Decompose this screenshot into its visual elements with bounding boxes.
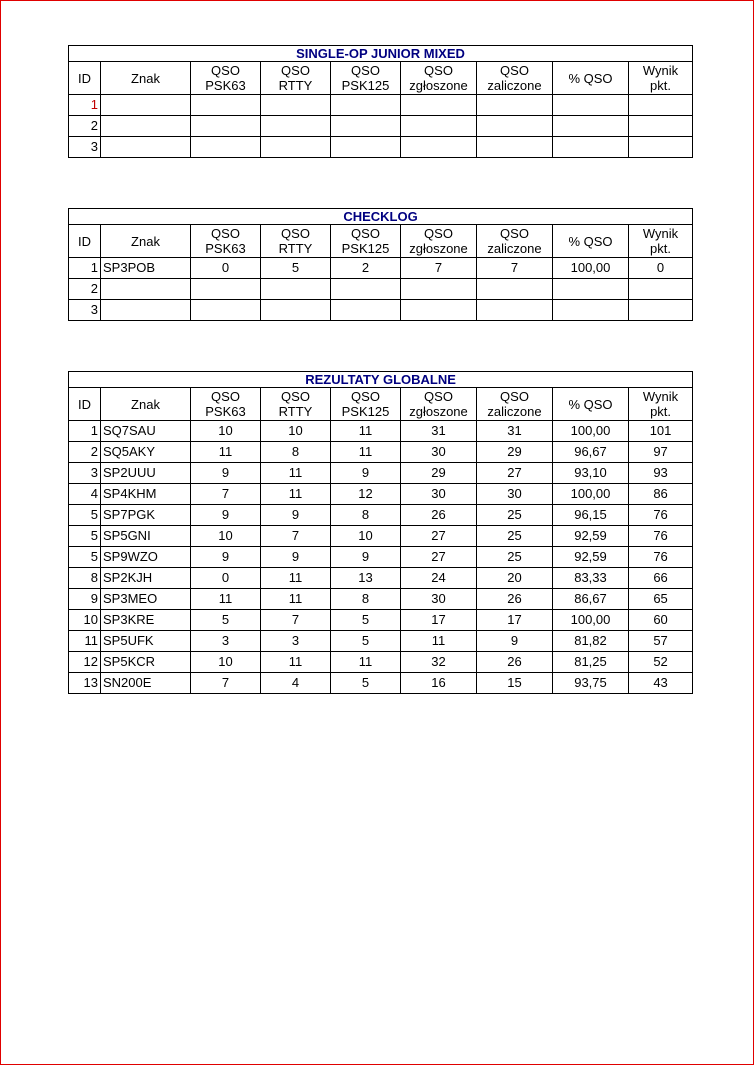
cell-zgloszone: 11 bbox=[401, 631, 477, 652]
column-header-pct bbox=[553, 225, 629, 258]
column-header-znak bbox=[101, 62, 191, 95]
table-rezultaty-globalne bbox=[68, 371, 693, 694]
cell-rtty bbox=[261, 95, 331, 116]
column-header-line: QSO bbox=[424, 389, 453, 404]
cell-zgloszone: 27 bbox=[401, 526, 477, 547]
column-header-line: PSK125 bbox=[341, 241, 390, 256]
cell-psk63: 10 bbox=[191, 526, 261, 547]
cell-zgloszone: 30 bbox=[401, 442, 477, 463]
cell-wynik bbox=[629, 137, 693, 158]
column-header-label: % QSO bbox=[568, 233, 613, 249]
cell-znak: SP2UUU bbox=[101, 463, 191, 484]
cell-id: 11 bbox=[69, 631, 101, 652]
cell-zaliczone: 9 bbox=[477, 631, 553, 652]
table-checklog bbox=[68, 208, 693, 321]
cell-zgloszone: 24 bbox=[401, 568, 477, 589]
cell-zgloszone: 16 bbox=[401, 673, 477, 694]
cell-rtty: 7 bbox=[261, 610, 331, 631]
cell-wynik: 43 bbox=[629, 673, 693, 694]
cell-id: 12 bbox=[69, 652, 101, 673]
table-title: SINGLE-OP JUNIOR MIXED bbox=[69, 46, 693, 62]
cell-psk125: 11 bbox=[331, 652, 401, 673]
cell-psk125 bbox=[331, 116, 401, 137]
column-header-pct bbox=[553, 62, 629, 95]
cell-znak: SP9WZO bbox=[101, 547, 191, 568]
cell-zgloszone: 7 bbox=[401, 258, 477, 279]
cell-zaliczone: 31 bbox=[477, 421, 553, 442]
column-header-wynik bbox=[629, 388, 693, 421]
table-title: CHECKLOG bbox=[69, 209, 693, 225]
cell-pct: 100,00 bbox=[553, 610, 629, 631]
column-header-id bbox=[69, 62, 101, 95]
cell-zgloszone bbox=[401, 116, 477, 137]
table-row bbox=[69, 505, 693, 526]
cell-zaliczone: 30 bbox=[477, 484, 553, 505]
cell-id: 2 bbox=[69, 116, 101, 137]
cell-psk125: 2 bbox=[331, 258, 401, 279]
cell-zgloszone: 32 bbox=[401, 652, 477, 673]
cell-znak: SP5UFK bbox=[101, 631, 191, 652]
cell-znak bbox=[101, 116, 191, 137]
table-row bbox=[69, 95, 693, 116]
cell-rtty: 9 bbox=[261, 505, 331, 526]
cell-zaliczone bbox=[477, 95, 553, 116]
column-header-line: PSK63 bbox=[205, 78, 246, 93]
table-row bbox=[69, 137, 693, 158]
cell-pct bbox=[553, 137, 629, 158]
cell-zgloszone: 30 bbox=[401, 484, 477, 505]
cell-psk125 bbox=[331, 95, 401, 116]
column-header-line: QSO bbox=[281, 389, 310, 404]
cell-id: 3 bbox=[69, 463, 101, 484]
cell-rtty bbox=[261, 116, 331, 137]
cell-znak: SQ7SAU bbox=[101, 421, 191, 442]
cell-psk63 bbox=[191, 300, 261, 321]
column-header-zaliczone bbox=[477, 62, 553, 95]
cell-pct bbox=[553, 95, 629, 116]
cell-wynik: 0 bbox=[629, 258, 693, 279]
cell-zgloszone bbox=[401, 95, 477, 116]
column-header-line: Wynik bbox=[642, 389, 679, 404]
cell-zgloszone: 30 bbox=[401, 589, 477, 610]
cell-psk63 bbox=[191, 95, 261, 116]
cell-wynik: 76 bbox=[629, 505, 693, 526]
cell-psk125: 5 bbox=[331, 673, 401, 694]
cell-wynik bbox=[629, 116, 693, 137]
cell-pct: 81,82 bbox=[553, 631, 629, 652]
cell-id: 9 bbox=[69, 589, 101, 610]
cell-id: 1 bbox=[69, 258, 101, 279]
cell-rtty: 7 bbox=[261, 526, 331, 547]
column-header-pct bbox=[553, 388, 629, 421]
column-header-line: pkt. bbox=[650, 241, 671, 256]
cell-psk63: 9 bbox=[191, 463, 261, 484]
column-header-line: RTTY bbox=[278, 404, 313, 419]
cell-zaliczone bbox=[477, 279, 553, 300]
table-row bbox=[69, 568, 693, 589]
column-header-line: pkt. bbox=[650, 404, 672, 419]
cell-rtty: 11 bbox=[261, 652, 331, 673]
cell-zaliczone: 7 bbox=[477, 258, 553, 279]
cell-znak: SP5GNI bbox=[101, 526, 191, 547]
column-header-label: Znak bbox=[131, 396, 160, 412]
column-header-label: Znak bbox=[131, 70, 160, 86]
cell-psk125: 11 bbox=[331, 442, 401, 463]
cell-wynik: 60 bbox=[629, 610, 693, 631]
cell-pct: 100,00 bbox=[553, 258, 629, 279]
cell-id: 13 bbox=[69, 673, 101, 694]
column-header-line: PSK125 bbox=[341, 78, 390, 93]
column-header-line: QSO bbox=[500, 389, 529, 404]
cell-znak bbox=[101, 137, 191, 158]
cell-zaliczone: 27 bbox=[477, 463, 553, 484]
column-header-line: QSO bbox=[281, 226, 310, 241]
cell-zaliczone bbox=[477, 116, 553, 137]
table-title: REZULTATY GLOBALNE bbox=[69, 372, 693, 388]
cell-znak bbox=[101, 95, 191, 116]
cell-pct: 92,59 bbox=[553, 526, 629, 547]
cell-znak: SN200E bbox=[101, 673, 191, 694]
column-header-psk125 bbox=[331, 62, 401, 95]
cell-psk63: 5 bbox=[191, 610, 261, 631]
cell-rtty bbox=[261, 300, 331, 321]
column-header-zgloszone bbox=[401, 62, 477, 95]
table-header-row bbox=[69, 225, 693, 258]
column-header-psk63 bbox=[191, 225, 261, 258]
column-header-wynik bbox=[629, 62, 693, 95]
cell-rtty: 11 bbox=[261, 484, 331, 505]
table-row bbox=[69, 442, 693, 463]
cell-id: 3 bbox=[69, 300, 101, 321]
cell-wynik: 101 bbox=[629, 421, 693, 442]
table-title-row bbox=[69, 209, 693, 225]
column-header-line: QSO bbox=[424, 63, 453, 78]
cell-pct: 81,25 bbox=[553, 652, 629, 673]
table-header-row bbox=[69, 388, 693, 421]
column-header-wynik bbox=[629, 225, 693, 258]
column-header-rtty bbox=[261, 388, 331, 421]
cell-psk125: 12 bbox=[331, 484, 401, 505]
column-header-line: RTTY bbox=[278, 241, 313, 256]
table-row bbox=[69, 279, 693, 300]
column-header-label: ID bbox=[78, 396, 91, 412]
cell-znak bbox=[101, 300, 191, 321]
cell-wynik bbox=[629, 300, 693, 321]
cell-zaliczone: 26 bbox=[477, 652, 553, 673]
column-header-zaliczone bbox=[477, 388, 553, 421]
cell-wynik bbox=[629, 279, 693, 300]
cell-id: 1 bbox=[69, 421, 101, 442]
cell-psk125: 5 bbox=[331, 610, 401, 631]
table-single-op-junior-mixed bbox=[68, 45, 693, 158]
column-header-rtty bbox=[261, 62, 331, 95]
cell-id: 2 bbox=[69, 279, 101, 300]
cell-pct bbox=[553, 279, 629, 300]
cell-psk125: 9 bbox=[331, 463, 401, 484]
cell-znak: SP3POB bbox=[101, 258, 191, 279]
cell-psk63: 7 bbox=[191, 673, 261, 694]
cell-zgloszone: 31 bbox=[401, 421, 477, 442]
cell-id: 5 bbox=[69, 547, 101, 568]
column-header-id bbox=[69, 388, 101, 421]
cell-psk125: 10 bbox=[331, 526, 401, 547]
column-header-line: PSK63 bbox=[205, 241, 246, 256]
table-row bbox=[69, 258, 693, 279]
cell-zaliczone: 20 bbox=[477, 568, 553, 589]
cell-id: 2 bbox=[69, 442, 101, 463]
cell-psk63: 3 bbox=[191, 631, 261, 652]
cell-id: 10 bbox=[69, 610, 101, 631]
table-row bbox=[69, 673, 693, 694]
cell-znak: SP7PGK bbox=[101, 505, 191, 526]
cell-pct: 93,10 bbox=[553, 463, 629, 484]
cell-zgloszone: 27 bbox=[401, 547, 477, 568]
cell-wynik: 76 bbox=[629, 547, 693, 568]
column-header-line: zgłoszone bbox=[409, 404, 468, 419]
cell-psk125: 8 bbox=[331, 505, 401, 526]
table-row bbox=[69, 547, 693, 568]
table-row bbox=[69, 631, 693, 652]
column-header-line: QSO bbox=[351, 389, 380, 404]
column-header-line: QSO bbox=[424, 226, 453, 241]
cell-pct: 96,67 bbox=[553, 442, 629, 463]
cell-psk63: 9 bbox=[191, 505, 261, 526]
cell-rtty: 3 bbox=[261, 631, 331, 652]
column-header-line: zaliczone bbox=[487, 241, 542, 256]
column-header-line: QSO bbox=[211, 226, 240, 241]
cell-wynik bbox=[629, 95, 693, 116]
cell-psk125 bbox=[331, 279, 401, 300]
column-header-zgloszone bbox=[401, 388, 477, 421]
cell-rtty: 11 bbox=[261, 463, 331, 484]
cell-id: 8 bbox=[69, 568, 101, 589]
cell-id: 3 bbox=[69, 137, 101, 158]
cell-psk63: 11 bbox=[191, 442, 261, 463]
column-header-rtty bbox=[261, 225, 331, 258]
column-header-id bbox=[69, 225, 101, 258]
cell-psk63: 0 bbox=[191, 258, 261, 279]
cell-wynik: 66 bbox=[629, 568, 693, 589]
cell-zaliczone: 17 bbox=[477, 610, 553, 631]
column-header-line: QSO bbox=[211, 389, 240, 404]
column-header-znak bbox=[101, 225, 191, 258]
column-header-line: QSO bbox=[351, 226, 380, 241]
cell-psk125: 13 bbox=[331, 568, 401, 589]
column-header-label: Znak bbox=[131, 233, 160, 249]
column-header-line: Wynik bbox=[642, 226, 679, 241]
column-header-line: QSO bbox=[351, 63, 380, 78]
cell-psk125 bbox=[331, 137, 401, 158]
cell-psk63 bbox=[191, 279, 261, 300]
cell-wynik: 65 bbox=[629, 589, 693, 610]
column-header-line: zaliczone bbox=[487, 78, 542, 93]
cell-psk63: 9 bbox=[191, 547, 261, 568]
cell-psk125: 11 bbox=[331, 421, 401, 442]
cell-rtty bbox=[261, 137, 331, 158]
table-row bbox=[69, 116, 693, 137]
column-header-line: PSK125 bbox=[341, 404, 390, 419]
cell-zgloszone: 29 bbox=[401, 463, 477, 484]
column-header-line: zgłoszone bbox=[409, 78, 468, 93]
table-row bbox=[69, 652, 693, 673]
column-header-line: PSK63 bbox=[205, 404, 246, 419]
column-header-line: RTTY bbox=[278, 78, 313, 93]
column-header-psk63 bbox=[191, 388, 261, 421]
cell-wynik: 76 bbox=[629, 526, 693, 547]
cell-rtty: 11 bbox=[261, 589, 331, 610]
cell-zaliczone: 25 bbox=[477, 547, 553, 568]
cell-wynik: 86 bbox=[629, 484, 693, 505]
cell-zaliczone: 25 bbox=[477, 526, 553, 547]
table-row bbox=[69, 526, 693, 547]
cell-pct: 92,59 bbox=[553, 547, 629, 568]
column-header-line: QSO bbox=[211, 63, 240, 78]
cell-zaliczone: 25 bbox=[477, 505, 553, 526]
cell-wynik: 52 bbox=[629, 652, 693, 673]
cell-pct bbox=[553, 300, 629, 321]
cell-pct: 93,75 bbox=[553, 673, 629, 694]
cell-psk63: 10 bbox=[191, 652, 261, 673]
cell-pct: 83,33 bbox=[553, 568, 629, 589]
column-header-line: zaliczone bbox=[487, 404, 542, 419]
cell-zaliczone bbox=[477, 300, 553, 321]
column-header-line: QSO bbox=[500, 63, 529, 78]
cell-psk63: 0 bbox=[191, 568, 261, 589]
column-header-line: Wynik bbox=[642, 63, 679, 78]
cell-id: 4 bbox=[69, 484, 101, 505]
cell-wynik: 57 bbox=[629, 631, 693, 652]
column-header-label: % QSO bbox=[568, 396, 613, 412]
table-row bbox=[69, 589, 693, 610]
cell-psk63: 10 bbox=[191, 421, 261, 442]
table-title-row bbox=[69, 372, 693, 388]
cell-zgloszone bbox=[401, 279, 477, 300]
cell-pct: 100,00 bbox=[553, 421, 629, 442]
cell-zaliczone: 15 bbox=[477, 673, 553, 694]
cell-wynik: 97 bbox=[629, 442, 693, 463]
cell-zaliczone bbox=[477, 137, 553, 158]
cell-id: 1 bbox=[69, 95, 101, 116]
cell-znak: SP4KHM bbox=[101, 484, 191, 505]
column-header-label: ID bbox=[78, 70, 91, 86]
table-row bbox=[69, 421, 693, 442]
cell-znak: SQ5AKY bbox=[101, 442, 191, 463]
cell-psk125: 9 bbox=[331, 547, 401, 568]
cell-wynik: 93 bbox=[629, 463, 693, 484]
cell-zgloszone: 26 bbox=[401, 505, 477, 526]
cell-pct: 100,00 bbox=[553, 484, 629, 505]
cell-znak: SP2KJH bbox=[101, 568, 191, 589]
cell-pct bbox=[553, 116, 629, 137]
cell-rtty bbox=[261, 279, 331, 300]
cell-znak: SP3KRE bbox=[101, 610, 191, 631]
cell-psk63 bbox=[191, 116, 261, 137]
cell-zaliczone: 26 bbox=[477, 589, 553, 610]
table-row bbox=[69, 300, 693, 321]
column-header-label: ID bbox=[78, 233, 91, 249]
cell-rtty: 8 bbox=[261, 442, 331, 463]
column-header-zgloszone bbox=[401, 225, 477, 258]
cell-znak bbox=[101, 279, 191, 300]
table-header-row bbox=[69, 62, 693, 95]
cell-rtty: 11 bbox=[261, 568, 331, 589]
cell-rtty: 10 bbox=[261, 421, 331, 442]
cell-psk125 bbox=[331, 300, 401, 321]
cell-rtty: 4 bbox=[261, 673, 331, 694]
cell-zgloszone bbox=[401, 137, 477, 158]
cell-psk125: 5 bbox=[331, 631, 401, 652]
cell-pct: 86,67 bbox=[553, 589, 629, 610]
cell-id: 5 bbox=[69, 505, 101, 526]
table-title-row bbox=[69, 46, 693, 62]
column-header-psk125 bbox=[331, 388, 401, 421]
cell-psk63: 11 bbox=[191, 589, 261, 610]
cell-znak: SP5KCR bbox=[101, 652, 191, 673]
column-header-line: QSO bbox=[281, 63, 310, 78]
column-header-label: % QSO bbox=[568, 70, 613, 86]
column-header-line: pkt. bbox=[650, 78, 672, 93]
cell-znak: SP3MEO bbox=[101, 589, 191, 610]
table-row bbox=[69, 463, 693, 484]
cell-zgloszone: 17 bbox=[401, 610, 477, 631]
cell-rtty: 5 bbox=[261, 258, 331, 279]
column-header-line: QSO bbox=[500, 226, 529, 241]
cell-pct: 96,15 bbox=[553, 505, 629, 526]
column-header-psk125 bbox=[331, 225, 401, 258]
column-header-line: zgłoszone bbox=[409, 241, 468, 256]
cell-id: 5 bbox=[69, 526, 101, 547]
cell-psk63: 7 bbox=[191, 484, 261, 505]
cell-psk125: 8 bbox=[331, 589, 401, 610]
column-header-znak bbox=[101, 388, 191, 421]
cell-psk63 bbox=[191, 137, 261, 158]
cell-zgloszone bbox=[401, 300, 477, 321]
column-header-zaliczone bbox=[477, 225, 553, 258]
cell-zaliczone: 29 bbox=[477, 442, 553, 463]
column-header-psk63 bbox=[191, 62, 261, 95]
table-row bbox=[69, 484, 693, 505]
cell-rtty: 9 bbox=[261, 547, 331, 568]
table-row bbox=[69, 610, 693, 631]
